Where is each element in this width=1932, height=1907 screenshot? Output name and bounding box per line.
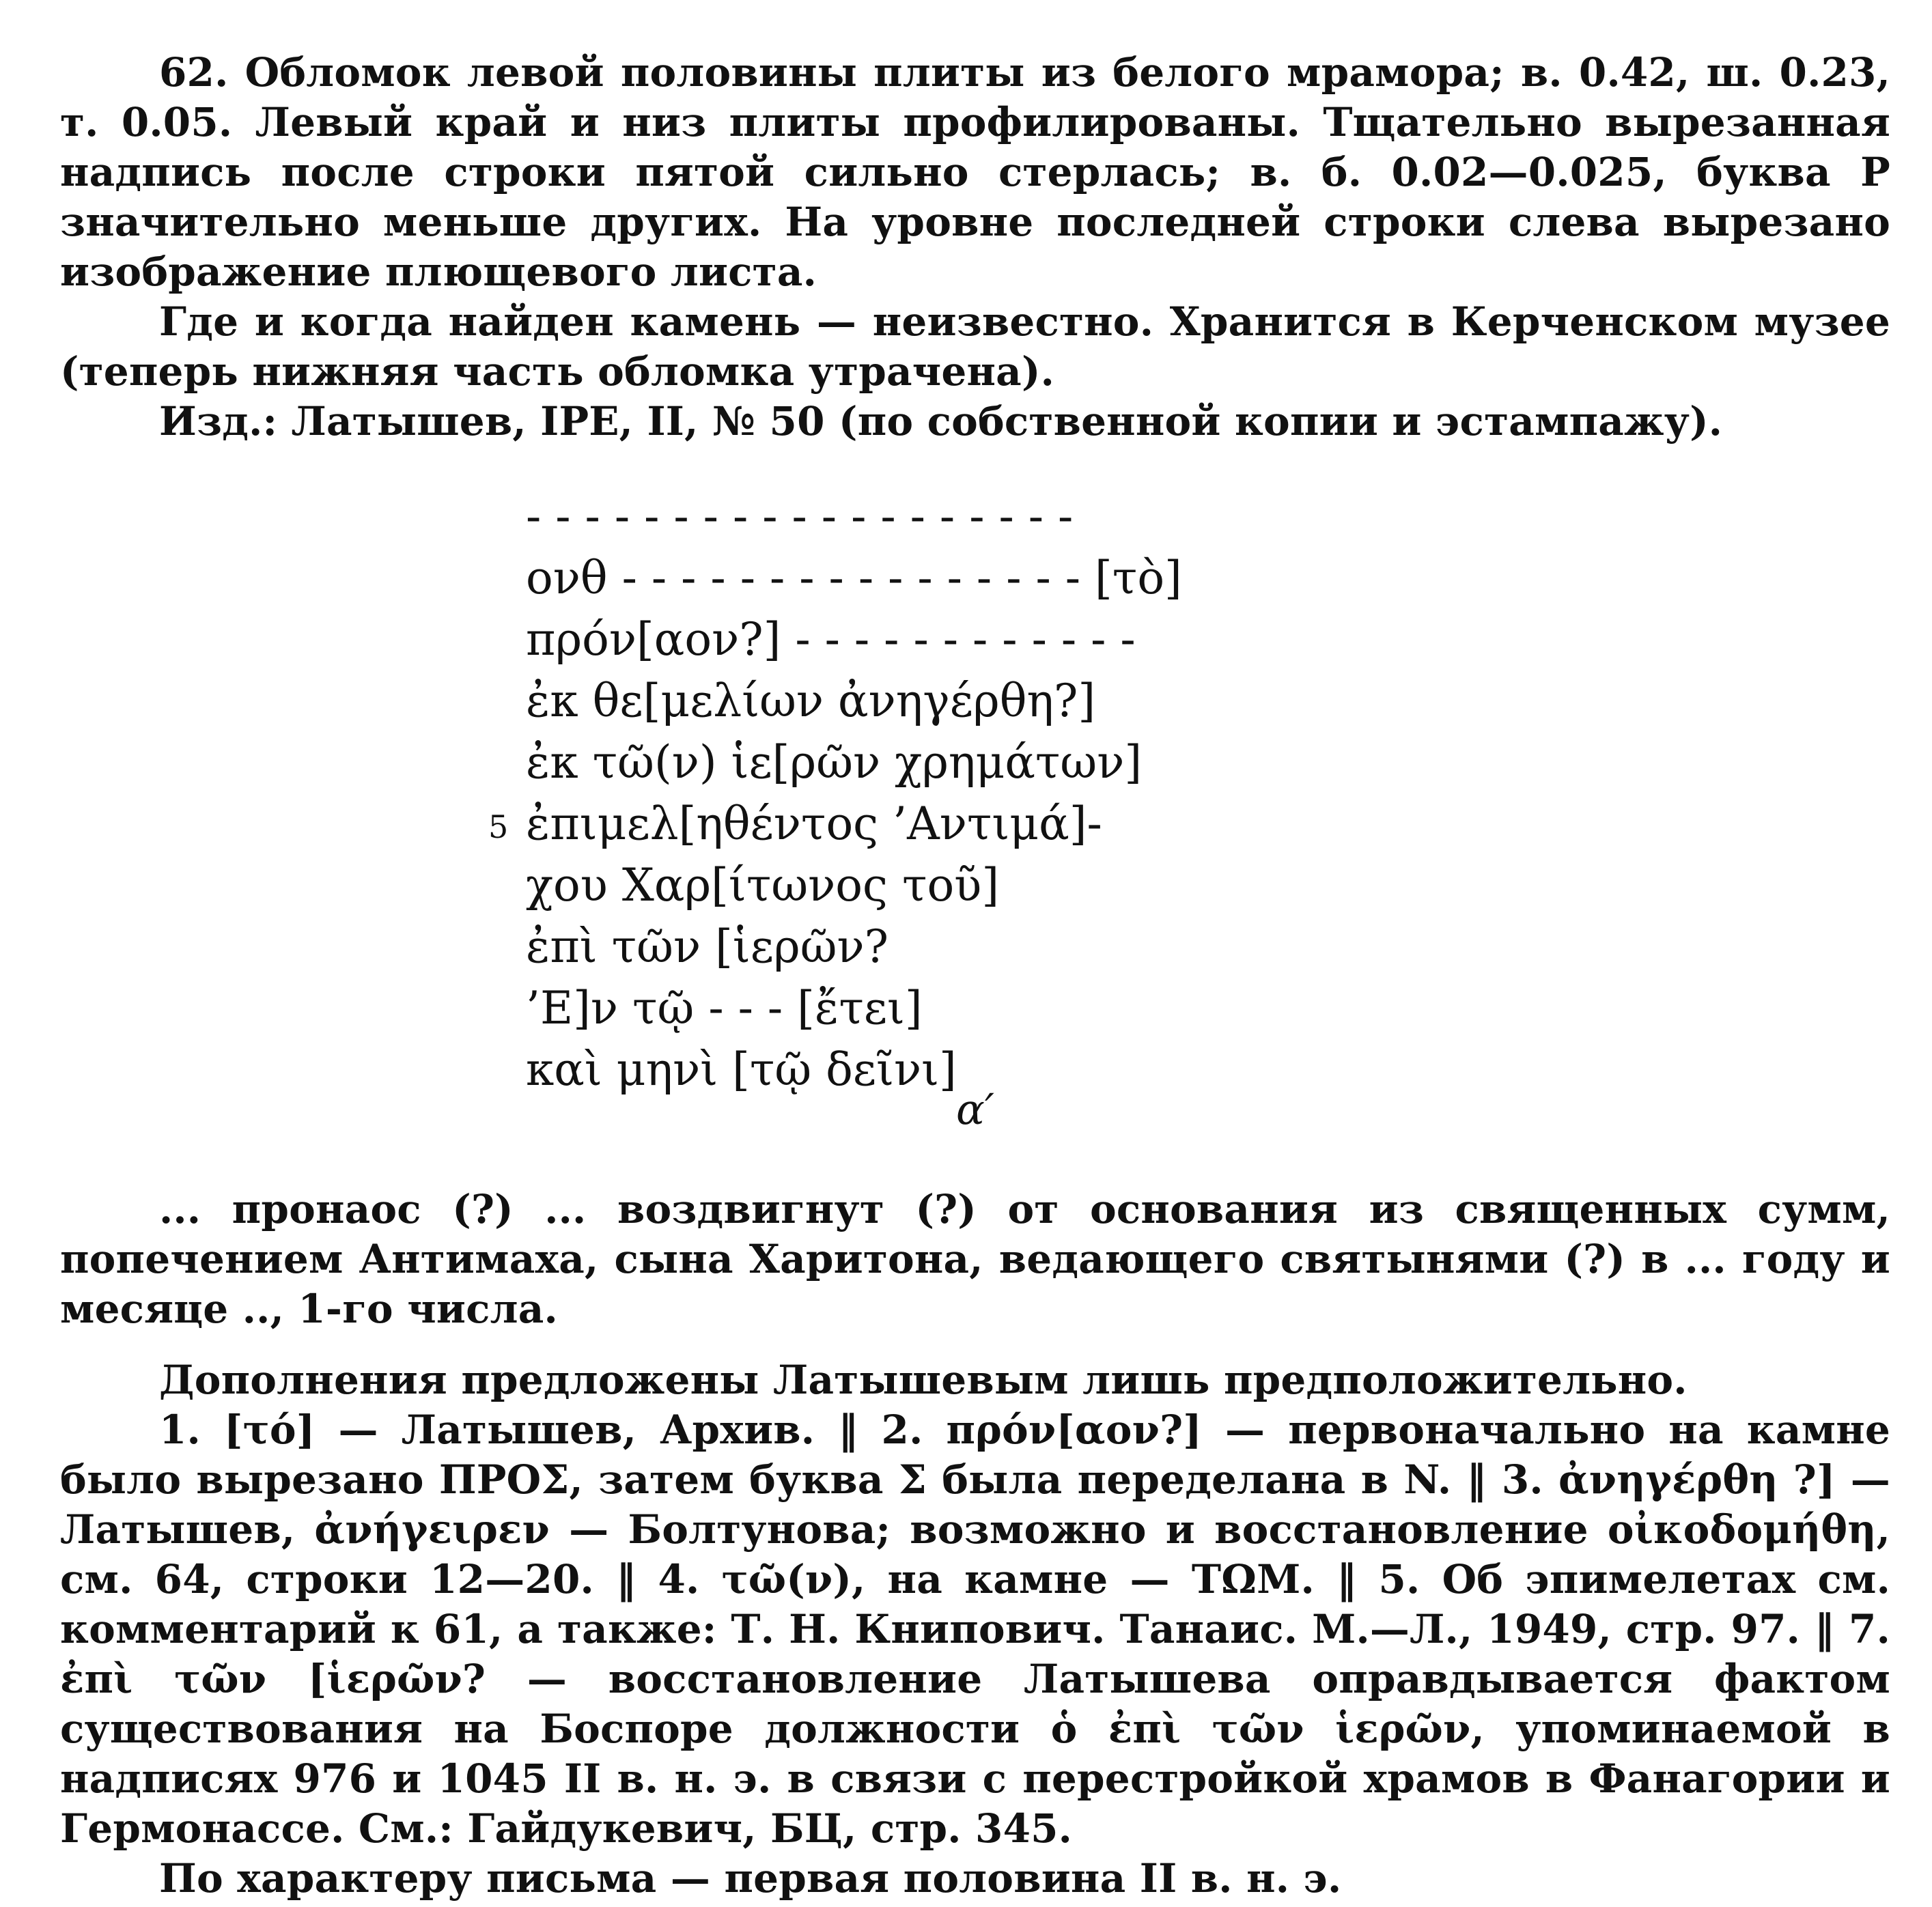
notes-intro: Дополнения предложены Латышевым лишь предположительно. (159, 1357, 1688, 1403)
line-text: ἐπὶ τῶν [ἱερῶν? (526, 920, 889, 973)
inscription-line (526, 978, 1277, 1039)
inscription-line (526, 732, 1277, 793)
inscription-line (526, 609, 1277, 670)
line-text: ἐκ θε[μελίων ἀνηγέρθη?] (526, 675, 1096, 727)
document-page (60, 48, 1890, 447)
description-text: Обломок левой половины плиты из белого мрамора; в. 0.42, ш. 0.23, т. 0.05. Левый край и низ плиты профилированы. Тщательно вырезанная надпись после строки пятой сильно стерлась; в. б. 0.02—0.025, буква Р значительно меньше других. На уровне последней строки слева вырезано изображение плющевого листа. (60, 49, 1890, 295)
entry-number: 62. (159, 49, 229, 96)
inscription-line (526, 855, 1277, 916)
line-text: ’Ε]ν τῷ - - - [ἔτει] (526, 982, 923, 1034)
dating-paragraph: По характеру письма — первая половина II в. н. э. (159, 1855, 1342, 1902)
inscription-line (526, 670, 1277, 732)
line-text: ἐπιμελ[ηθέντος ’Αντιμά]- (526, 797, 1102, 850)
inscription-line (526, 1039, 1277, 1101)
notes-body: 1. [τό] — Латышев, Архив. ‖ 2. πρόν[αον?] — первоначально на камне было вырезано ΠΡΟΣ, затем буква Σ была переделана в N. ‖ 3. ἀνηγέρθη ?] — Латышев, ἀνήγειρεν — Болтунова; возможно и восстановление οἰκοδομήθη, см. 64, строки 12—20. ‖ 4. τῶ(ν), на камне — ΤΩΜ. ‖ 5. Об эпимелетах см. комментарий к 61, а также: Т. Н. Книпович. Танаис. М.—Л., 1949, стр. 97. ‖ 7. ἐπὶ τῶν [ἱερῶν? — восстановление Латышева оправдывается фактом существования на Боспоре должности ὁ ἐπὶ τῶν ἱερῶν, упоминаемой в надписях 976 и 1045 II в. н. э. в связи с перестройкой храмов в Фанагории и Гермонассе. См.: Гайдукевич, БЦ, стр. 345. (60, 1407, 1890, 1852)
greek-inscription (488, 486, 1277, 1101)
translation-paragraph: ... пронаос (?) ... воздвигнут (?) от основания из священных сумм, попечением Антимаха, сына Харитона, ведающего святынями (?) в ... году и месяце .., 1-го числа. (60, 1186, 1890, 1332)
line-text: ονθ - - - - - - - - - - - - - - - - [τὸ] (526, 552, 1182, 604)
inscription-line (526, 548, 1277, 609)
inscription-final-mark: α′ (956, 1084, 994, 1134)
line-text: πρόν[αον?] - - - - - - - - - - - - (526, 613, 1136, 666)
inscription-line (526, 916, 1277, 978)
line-text: χου Χαρ[ίτωνος τοῦ] (526, 859, 1000, 912)
inscription-line (488, 793, 1277, 855)
line-number: 5 (488, 808, 509, 845)
notes-block (60, 1355, 1890, 1904)
line-text: - - - - - - - - - - - - - - - - - - - (526, 490, 1074, 543)
line-text: ἐκ τῶ(ν) ἱε[ρῶν χρημάτων] (526, 736, 1143, 789)
description-paragraph (60, 48, 1890, 297)
translation-block (60, 1185, 1890, 1334)
provenance-paragraph: Где и когда найден камень — неизвестно. Хранится в Керченском музее (теперь нижняя часть обломка утрачена). (60, 298, 1890, 395)
inscription-line (526, 486, 1277, 548)
edition-paragraph: Изд.: Латышев, IPE, II, № 50 (по собственной копии и эстампажу). (159, 398, 1723, 444)
line-text: καὶ μηνὶ [τῷ δεῖνι] (526, 1043, 957, 1096)
